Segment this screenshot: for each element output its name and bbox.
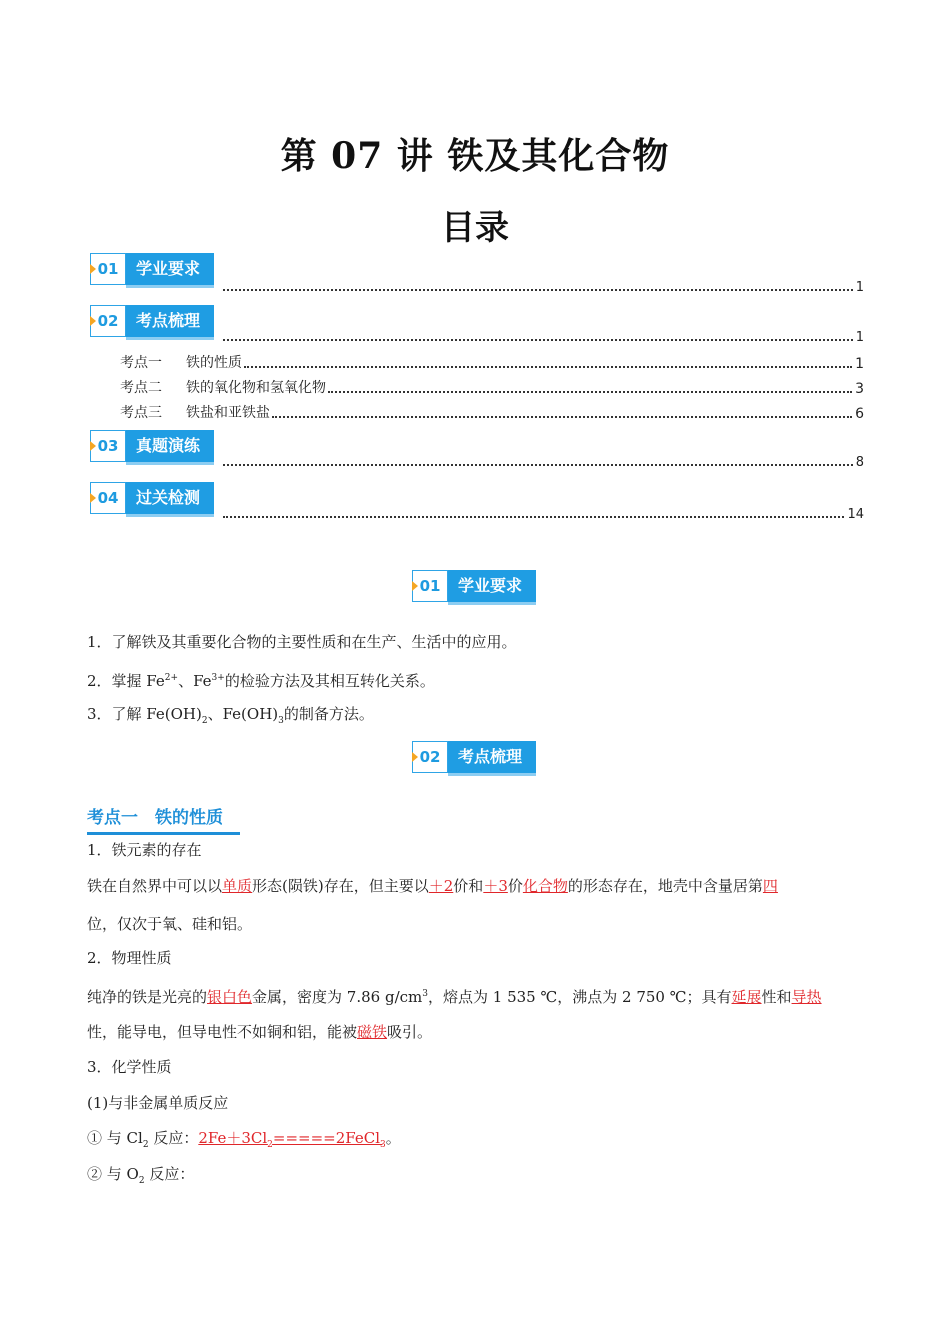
requirement-1: 1．了解铁及其重要化合物的主要性质和在生产、生活中的应用。 — [87, 633, 517, 651]
reaction-2 — [87, 1164, 194, 1191]
heading-3: 3．化学性质 — [87, 1058, 172, 1076]
superscript: 3 — [422, 989, 428, 999]
text: ，熔点为 1 535 ℃，沸点为 2 750 ℃；具有 — [427, 988, 732, 1006]
heading-1: 1．铁元素的存在 — [87, 841, 202, 859]
text: 、Fe(OH) — [207, 705, 279, 723]
toc-page: 1 — [855, 330, 864, 345]
answer-blank: 延展 — [731, 988, 762, 1006]
answer-blank: 磁铁 — [357, 1023, 388, 1041]
toc-entry-03[interactable] — [220, 455, 864, 470]
badge-label: 考点梳理 — [448, 741, 536, 773]
text: 金属，密度为 7.86 g/cm — [252, 988, 423, 1006]
badge-number: 03 — [90, 430, 126, 462]
text: 3．了解 Fe(OH) — [87, 705, 202, 723]
toc-page: 1 — [855, 356, 864, 372]
superscript: 2+ — [164, 673, 179, 683]
answer-blank: 化合物 — [522, 877, 568, 895]
badge-label: 考点梳理 — [126, 305, 214, 337]
toc-entry-02[interactable] — [220, 330, 864, 345]
text: 反应： — [148, 1129, 199, 1147]
answer-blank: ＋3 — [483, 877, 508, 895]
badge-label: 真题演练 — [126, 430, 214, 462]
text: 的检验方法及其相互转化关系。 — [224, 672, 435, 690]
requirement-2 — [87, 668, 435, 691]
text: 吸引。 — [387, 1023, 433, 1041]
toc-page: 3 — [855, 381, 864, 397]
page-title: 第 07 讲 铁及其化合物 — [280, 135, 670, 177]
toc-leader — [328, 390, 852, 393]
answer-blank: 单质 — [222, 877, 253, 895]
heading-4: (1)与非金属单质反应 — [87, 1094, 229, 1112]
subscript: 2 — [142, 1140, 149, 1150]
text: 、Fe — [178, 672, 212, 690]
answer-equation — [198, 1129, 386, 1150]
text: 2Fe＋3Cl — [198, 1129, 268, 1147]
text: 价 — [507, 877, 523, 895]
toc-sub-entry-3[interactable] — [120, 402, 864, 422]
badge-number: 02 — [412, 741, 448, 773]
reaction-1 — [87, 1128, 401, 1155]
toc-sub-title: 铁的性质 — [186, 355, 242, 371]
answer-blank: ＋2 — [428, 877, 454, 895]
subscript: 2 — [201, 716, 208, 726]
answer-blank: 银白色 — [207, 988, 253, 1006]
toc-page: 6 — [855, 406, 864, 422]
paragraph-1-line-1 — [87, 876, 778, 896]
toc-leader — [223, 463, 853, 466]
text: 性，能导电，但导电性不如铜和铝，能被 — [87, 1023, 358, 1041]
answer-blank: 四 — [762, 877, 778, 895]
heading-2: 2．物理性质 — [87, 949, 172, 967]
text: 铁在自然界中可以以 — [87, 877, 223, 895]
paragraph-2-line-1 — [87, 984, 822, 1007]
badge-label: 学业要求 — [448, 570, 536, 602]
topic-heading: 考点一 铁的性质 — [87, 808, 223, 828]
toc-leader — [244, 365, 852, 368]
toc-leader — [272, 415, 852, 418]
text: 价和 — [453, 877, 484, 895]
toc-page: 8 — [855, 455, 864, 470]
subscript: 3 — [278, 716, 284, 726]
badge-label: 过关检测 — [126, 482, 214, 514]
text: =====2FeCl — [272, 1129, 381, 1147]
requirement-3 — [87, 704, 374, 731]
subscript: 3 — [380, 1140, 386, 1150]
toc-page: 14 — [847, 507, 864, 522]
toc-leader — [223, 288, 853, 291]
toc-sub-key: 考点一 — [120, 355, 162, 371]
toc-sub-title: 铁盐和亚铁盐 — [186, 405, 270, 421]
badge-number: 01 — [90, 253, 126, 285]
toc-leader — [223, 338, 853, 341]
toc-sub-entry-1[interactable] — [120, 352, 864, 372]
text: ② 与 O — [87, 1165, 139, 1183]
badge-number: 02 — [90, 305, 126, 337]
text: 性和 — [761, 988, 792, 1006]
paragraph-1-line-2: 位，仅次于氧、硅和铝。 — [87, 915, 253, 933]
badge-number: 01 — [412, 570, 448, 602]
badge-number: 04 — [90, 482, 126, 514]
text: ① 与 Cl — [87, 1129, 143, 1147]
toc-sub-title: 铁的氧化物和氢氧化物 — [186, 380, 326, 396]
paragraph-2-line-2 — [87, 1022, 432, 1042]
toc-sub-key: 考点二 — [120, 380, 162, 396]
topic-underline — [87, 832, 240, 835]
toc-sub-entry-2[interactable] — [120, 377, 864, 397]
answer-blank: 导热 — [791, 988, 822, 1006]
toc-heading: 目录 — [441, 208, 509, 248]
text: 的制备方法。 — [283, 705, 374, 723]
toc-sub-key: 考点三 — [120, 405, 162, 421]
toc-entry-01[interactable] — [220, 280, 864, 295]
text: 2．掌握 Fe — [87, 672, 165, 690]
subscript: 2 — [267, 1140, 273, 1150]
text: 反应： — [144, 1165, 195, 1183]
toc-entry-04[interactable] — [220, 507, 864, 522]
text: 的形态存在，地壳中含量居第 — [567, 877, 763, 895]
text: 纯净的铁是光亮的 — [87, 988, 208, 1006]
badge-label: 学业要求 — [126, 253, 214, 285]
text: 形态(陨铁)存在，但主要以 — [252, 877, 429, 895]
subscript: 2 — [138, 1176, 145, 1186]
text: 。 — [385, 1129, 401, 1147]
toc-page: 1 — [855, 280, 864, 295]
superscript: 3+ — [211, 673, 225, 683]
toc-leader — [223, 515, 844, 518]
